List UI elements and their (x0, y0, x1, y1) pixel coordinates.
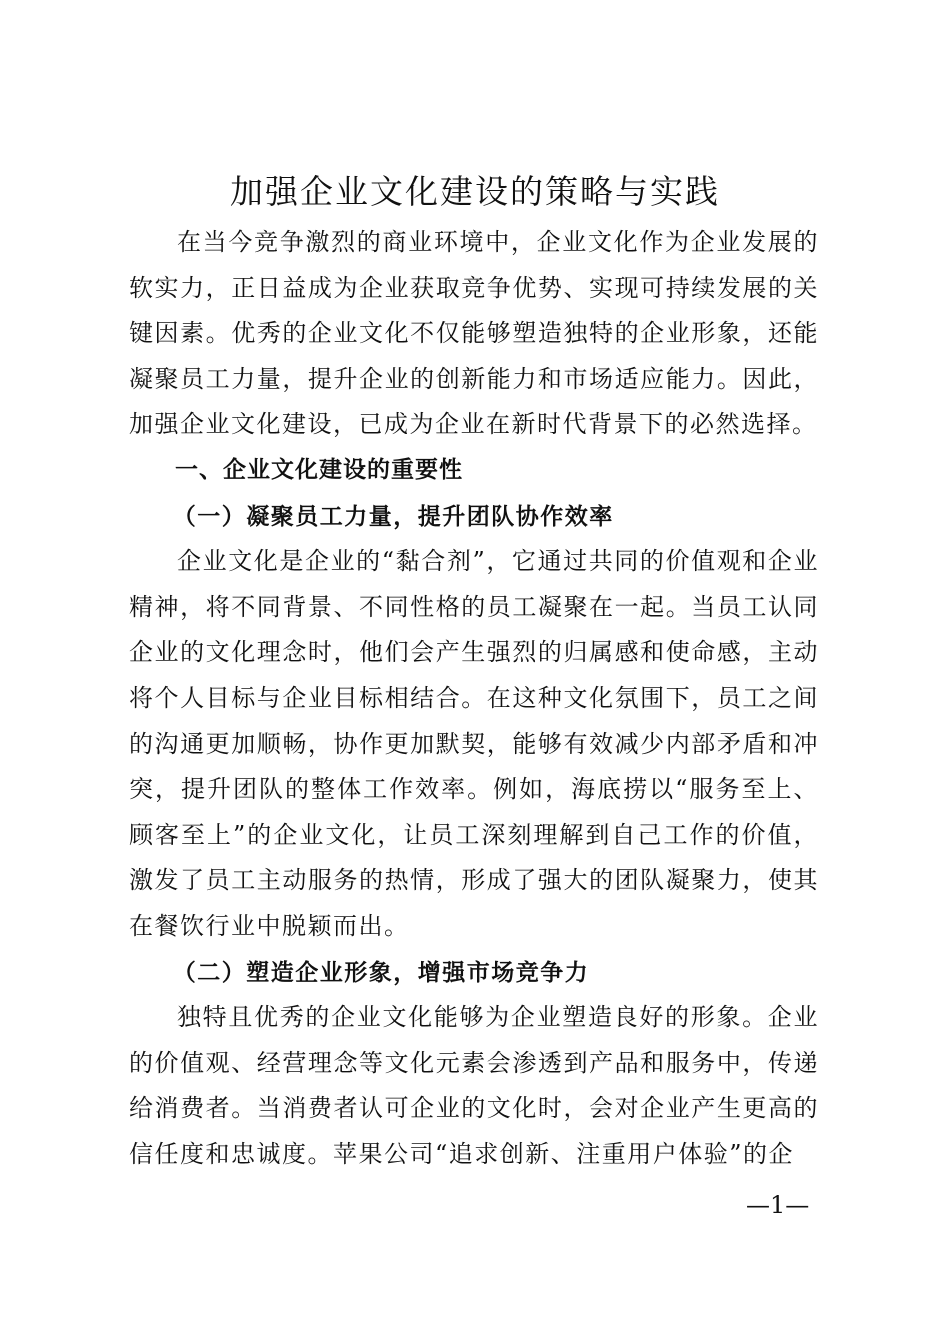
subsection-paragraph-1: 企业文化是企业的“黏合剂”，它通过共同的价值观和企业精神，将不同背景、不同性格的员工凝聚在一起。当员工认同企业的文化理念时，他们会产生强烈的归属感和使命感，主动将个人目标与企业目标相结合。在这种文化氛围下，员工之间的沟通更加顺畅，协作更加默契，能够有效减少内部矛盾和冲突，提升团队的整体工作效率。例如，海底捞以“服务至上、顾客至上”的企业文化，让员工深刻理解到自己工作的价值，激发了员工主动服务的热情，形成了强大的团队凝聚力，使其在餐饮行业中脱颖而出。 (129, 547, 819, 940)
intro-paragraph: 在当今竞争激烈的商业环境中，企业文化作为企业发展的软实力，正日益成为企业获取竞争优势、实现可持续发展的关键因素。优秀的企业文化不仅能够塑造独特的企业形象，还能凝聚员工力量，提升企业的创新能力和市场适应能力。因此，加强企业文化建设，已成为企业在新时代背景下的必然选择。 (129, 228, 819, 439)
subsection-heading-1: （一）凝聚员工力量，提升团队协作效率 (172, 502, 614, 530)
document-title: 加强企业文化建设的策略与实践 (230, 172, 720, 211)
section-heading: 一、企业文化建设的重要性 (175, 456, 463, 483)
page-number: —1— (746, 1191, 810, 1219)
document-body (129, 220, 819, 1177)
subsection-heading-2: （二）塑造企业形象，增强市场竞争力 (172, 958, 590, 986)
subsection-paragraph-2: 独特且优秀的企业文化能够为企业塑造良好的形象。企业的价值观、经营理念等文化元素会渗透到产品和服务中，传递给消费者。当消费者认可企业的文化时，会对企业产生更高的信任度和忠诚度。苹果公司“追求创新、注重用户体验”的企 (129, 1003, 819, 1168)
